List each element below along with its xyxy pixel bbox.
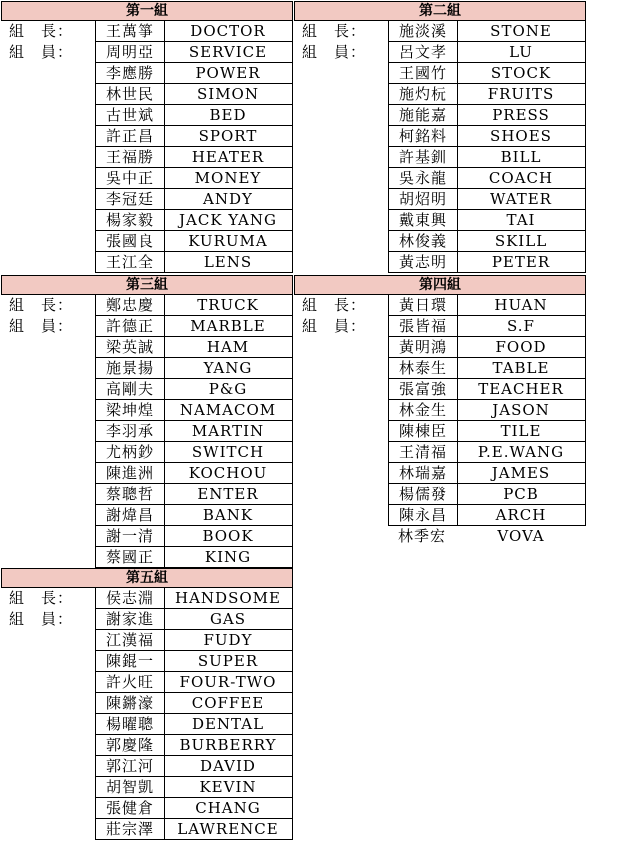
chinese-name: 古世斌 xyxy=(95,105,165,126)
member-row xyxy=(294,63,586,84)
chinese-name: 高剛夫 xyxy=(95,379,165,400)
chinese-name: 侯志淵 xyxy=(95,588,165,609)
english-name: VOVA xyxy=(497,527,545,545)
member-row xyxy=(1,609,293,630)
chinese-name: 李羽承 xyxy=(95,421,165,442)
chinese-name: 張富強 xyxy=(388,379,458,400)
member-row xyxy=(1,819,293,840)
english-name: SERVICE xyxy=(164,42,293,63)
member-row xyxy=(1,379,293,400)
english-name: MONEY xyxy=(164,168,293,189)
member-row xyxy=(1,400,293,421)
english-name: P.E.WANG xyxy=(457,442,586,463)
english-name: KURUMA xyxy=(164,231,293,252)
member-row xyxy=(294,442,586,463)
english-name: STONE xyxy=(457,21,586,42)
chinese-name: 郭江河 xyxy=(95,756,165,777)
chinese-name: 張國良 xyxy=(95,231,165,252)
english-name: FUDY xyxy=(164,630,293,651)
english-name: PETER xyxy=(457,252,586,273)
member-row xyxy=(1,189,293,210)
leader-label: 組 長： xyxy=(9,296,74,314)
chinese-name: 楊儒發 xyxy=(388,484,458,505)
member-row xyxy=(294,358,586,379)
chinese-name: 尤柄鈔 xyxy=(95,442,165,463)
chinese-name: 王國竹 xyxy=(388,63,458,84)
chinese-name: 陳永昌 xyxy=(388,505,458,526)
member-label: 組 員： xyxy=(9,43,74,61)
chinese-name: 呂文孝 xyxy=(388,42,458,63)
english-name: HANDSOME xyxy=(164,588,293,609)
chinese-name: 楊家毅 xyxy=(95,210,165,231)
chinese-name: 許德正 xyxy=(95,316,165,337)
english-name: DENTAL xyxy=(164,714,293,735)
english-name: BURBERRY xyxy=(164,735,293,756)
member-row xyxy=(1,442,293,463)
english-name: PRESS xyxy=(457,105,586,126)
member-row xyxy=(1,84,293,105)
chinese-name: 陳錕一 xyxy=(95,651,165,672)
group-4 xyxy=(294,275,586,547)
chinese-name: 胡炤明 xyxy=(388,189,458,210)
chinese-name: 胡智凱 xyxy=(95,777,165,798)
member-row xyxy=(294,21,586,42)
chinese-name: 蔡聰哲 xyxy=(95,484,165,505)
member-row xyxy=(1,147,293,168)
member-row xyxy=(1,21,293,42)
chinese-name: 施能嘉 xyxy=(388,105,458,126)
chinese-name: 謝一清 xyxy=(95,526,165,547)
english-name: BOOK xyxy=(164,526,293,547)
english-name: SPORT xyxy=(164,126,293,147)
english-name: STOCK xyxy=(457,63,586,84)
english-name: SKILL xyxy=(457,231,586,252)
english-name: BED xyxy=(164,105,293,126)
member-row xyxy=(294,42,586,63)
english-name: NAMACOM xyxy=(164,400,293,421)
english-name: HEATER xyxy=(164,147,293,168)
chinese-name: 張皆福 xyxy=(388,316,458,337)
member-row xyxy=(294,484,586,505)
leader-label: 組 長： xyxy=(9,22,74,40)
member-row xyxy=(1,252,293,273)
member-row xyxy=(294,316,586,337)
member-row xyxy=(1,714,293,735)
english-name: ENTER xyxy=(164,484,293,505)
english-name: FRUITS xyxy=(457,84,586,105)
chinese-name: 陳鏘濠 xyxy=(95,693,165,714)
member-row xyxy=(294,105,586,126)
group-2 xyxy=(294,1,586,273)
english-name: HUAN xyxy=(457,295,586,316)
english-name: BILL xyxy=(457,147,586,168)
member-row xyxy=(1,210,293,231)
english-name: SUPER xyxy=(164,651,293,672)
english-name: JAMES xyxy=(457,463,586,484)
chinese-name: 蔡國正 xyxy=(95,547,165,568)
member-row xyxy=(294,252,586,273)
english-name: YANG xyxy=(164,358,293,379)
chinese-name: 戴東興 xyxy=(388,210,458,231)
member-label: 組 員： xyxy=(302,43,367,61)
member-row xyxy=(294,189,586,210)
chinese-name: 梁坤煌 xyxy=(95,400,165,421)
chinese-name: 鄭忠慶 xyxy=(95,295,165,316)
chinese-name: 王福勝 xyxy=(95,147,165,168)
chinese-name: 莊宗澤 xyxy=(95,819,165,840)
english-name: CHANG xyxy=(164,798,293,819)
member-row xyxy=(1,672,293,693)
english-name: DOCTOR xyxy=(164,21,293,42)
chinese-name: 王萬箏 xyxy=(95,21,165,42)
group-title: 第五組 xyxy=(1,568,293,588)
member-row xyxy=(294,147,586,168)
chinese-name: 施淡溪 xyxy=(388,21,458,42)
english-name: KING xyxy=(164,547,293,568)
chinese-name: 江漢福 xyxy=(95,630,165,651)
member-row xyxy=(1,168,293,189)
english-name: LU xyxy=(457,42,586,63)
member-row xyxy=(1,42,293,63)
member-row xyxy=(294,463,586,484)
group-title: 第四組 xyxy=(294,275,586,295)
member-row xyxy=(1,798,293,819)
chinese-name: 陳進洲 xyxy=(95,463,165,484)
member-row xyxy=(1,63,293,84)
member-row xyxy=(1,505,293,526)
english-name: TILE xyxy=(457,421,586,442)
chinese-name: 林泰生 xyxy=(388,358,458,379)
english-name: SHOES xyxy=(457,126,586,147)
member-row xyxy=(1,316,293,337)
english-name: MARTIN xyxy=(164,421,293,442)
english-name: KEVIN xyxy=(164,777,293,798)
group-title: 第三組 xyxy=(1,275,293,295)
member-row xyxy=(1,126,293,147)
english-name: S.F xyxy=(457,316,586,337)
member-row xyxy=(1,337,293,358)
chinese-name: 吳中正 xyxy=(95,168,165,189)
member-row xyxy=(1,756,293,777)
member-row xyxy=(294,84,586,105)
english-name: TEACHER xyxy=(457,379,586,400)
member-row xyxy=(294,379,586,400)
chinese-name: 林季宏 xyxy=(397,527,446,545)
chinese-name: 林俊義 xyxy=(388,231,458,252)
member-row xyxy=(1,484,293,505)
member-row xyxy=(294,295,586,316)
chinese-name: 陳棟臣 xyxy=(388,421,458,442)
chinese-name: 林世民 xyxy=(95,84,165,105)
chinese-name: 楊曜聰 xyxy=(95,714,165,735)
english-name: LAWRENCE xyxy=(164,819,293,840)
member-row xyxy=(294,126,586,147)
chinese-name: 周明亞 xyxy=(95,42,165,63)
leader-label: 組 長： xyxy=(9,589,74,607)
member-row xyxy=(1,693,293,714)
english-name: KOCHOU xyxy=(164,463,293,484)
chinese-name: 黃日環 xyxy=(388,295,458,316)
member-label: 組 員： xyxy=(302,317,367,335)
group-title: 第二組 xyxy=(294,1,586,21)
member-row xyxy=(294,168,586,189)
english-name: ARCH xyxy=(457,505,586,526)
chinese-name: 謝家進 xyxy=(95,609,165,630)
english-name: SWITCH xyxy=(164,442,293,463)
chinese-name: 林瑞嘉 xyxy=(388,463,458,484)
chinese-name: 張健倉 xyxy=(95,798,165,819)
member-row xyxy=(1,735,293,756)
leader-label: 組 長： xyxy=(302,22,367,40)
english-name: TABLE xyxy=(457,358,586,379)
member-row xyxy=(294,421,586,442)
chinese-name: 施景揚 xyxy=(95,358,165,379)
english-name: TAI xyxy=(457,210,586,231)
chinese-name: 黃明鴻 xyxy=(388,337,458,358)
member-row xyxy=(1,463,293,484)
chinese-name: 王清福 xyxy=(388,442,458,463)
group-1 xyxy=(1,1,293,273)
chinese-name: 許正昌 xyxy=(95,126,165,147)
chinese-name: 黃志明 xyxy=(388,252,458,273)
group-5 xyxy=(1,568,293,840)
member-row xyxy=(1,777,293,798)
english-name: ANDY xyxy=(164,189,293,210)
chinese-name: 郭慶隆 xyxy=(95,735,165,756)
member-row xyxy=(294,400,586,421)
member-row xyxy=(294,231,586,252)
english-name: HAM xyxy=(164,337,293,358)
english-name: TRUCK xyxy=(164,295,293,316)
english-name: COACH xyxy=(457,168,586,189)
chinese-name: 李應勝 xyxy=(95,63,165,84)
group-3 xyxy=(1,275,293,568)
english-name: MARBLE xyxy=(164,316,293,337)
group-title: 第一組 xyxy=(1,1,293,21)
member-row xyxy=(1,526,293,547)
english-name: JASON xyxy=(457,400,586,421)
chinese-name: 吳永龍 xyxy=(388,168,458,189)
chinese-name: 施灼杬 xyxy=(388,84,458,105)
leader-label: 組 長： xyxy=(302,296,367,314)
english-name: LENS xyxy=(164,252,293,273)
member-row xyxy=(294,210,586,231)
english-name: POWER xyxy=(164,63,293,84)
english-name: WATER xyxy=(457,189,586,210)
chinese-name: 許火旺 xyxy=(95,672,165,693)
chinese-name: 許基釧 xyxy=(388,147,458,168)
english-name: P&G xyxy=(164,379,293,400)
member-row xyxy=(1,358,293,379)
member-row xyxy=(1,421,293,442)
member-row xyxy=(1,231,293,252)
english-name: FOUR-TWO xyxy=(164,672,293,693)
member-row xyxy=(1,651,293,672)
member-row xyxy=(1,295,293,316)
member-row xyxy=(1,547,293,568)
chinese-name: 柯銘料 xyxy=(388,126,458,147)
chinese-name: 王江全 xyxy=(95,252,165,273)
member-row xyxy=(1,588,293,609)
member-row xyxy=(294,526,586,547)
english-name: PCB xyxy=(457,484,586,505)
english-name: FOOD xyxy=(457,337,586,358)
english-name: DAVID xyxy=(164,756,293,777)
member-label: 組 員： xyxy=(9,610,74,628)
english-name: COFFEE xyxy=(164,693,293,714)
english-name: SIMON xyxy=(164,84,293,105)
chinese-name: 李冠廷 xyxy=(95,189,165,210)
english-name: BANK xyxy=(164,505,293,526)
member-row xyxy=(1,630,293,651)
member-row xyxy=(294,337,586,358)
english-name: GAS xyxy=(164,609,293,630)
member-label: 組 員： xyxy=(9,317,74,335)
chinese-name: 梁英誠 xyxy=(95,337,165,358)
chinese-name: 林金生 xyxy=(388,400,458,421)
member-row xyxy=(294,505,586,526)
member-row xyxy=(1,105,293,126)
chinese-name: 謝煒昌 xyxy=(95,505,165,526)
english-name: JACK YANG xyxy=(164,210,293,231)
